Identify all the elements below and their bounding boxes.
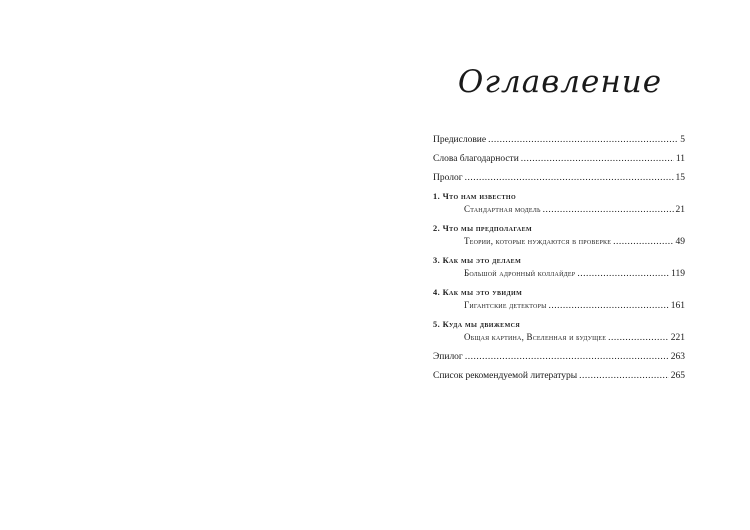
dot-leader xyxy=(521,153,674,165)
toc-subentry-1[interactable] xyxy=(433,203,685,216)
toc-entry-reading-list[interactable] xyxy=(433,370,685,382)
page-title: Оглавление xyxy=(457,64,663,100)
toc-entry-label: Стандартная модель xyxy=(464,204,541,214)
toc-subentry-4[interactable] xyxy=(433,299,685,312)
chapter-heading-2[interactable]: 2. Что мы предполагаем xyxy=(433,224,533,233)
toc-page-number: 15 xyxy=(675,173,685,183)
toc-entry-epilogue[interactable] xyxy=(433,351,685,363)
table-of-contents xyxy=(433,134,685,382)
dot-leader xyxy=(577,268,669,280)
dot-leader xyxy=(465,351,669,363)
dot-leader xyxy=(608,332,669,344)
toc-entry-label: Гигантские детекторы xyxy=(464,300,547,310)
toc-page-number: 263 xyxy=(670,352,685,362)
toc-page-number: 221 xyxy=(670,333,685,343)
toc-page-number: 5 xyxy=(680,135,685,145)
chapter-heading-5[interactable]: 5. Куда мы движемся xyxy=(433,320,521,329)
toc-entry-label: Список рекомендуемой литературы xyxy=(433,371,578,381)
toc-entry-preface[interactable] xyxy=(433,134,685,146)
toc-subentry-2[interactable] xyxy=(433,235,685,248)
dot-leader xyxy=(549,300,669,312)
dot-leader xyxy=(579,370,669,382)
dot-leader xyxy=(465,172,674,184)
toc-entry-label: Пролог xyxy=(433,173,463,183)
toc-page-number: 21 xyxy=(675,205,685,215)
toc-entry-label: Слова благодарности xyxy=(433,154,519,164)
dot-leader xyxy=(613,236,673,248)
toc-entry-thanks[interactable] xyxy=(433,153,685,165)
toc-page-number: 265 xyxy=(670,371,685,381)
toc-subentry-3[interactable] xyxy=(433,267,685,280)
toc-entry-label: Общая картина, Вселенная и будущее xyxy=(464,332,607,342)
toc-entry-prologue[interactable] xyxy=(433,172,685,184)
chapter-heading-3[interactable]: 3. Как мы это делаем xyxy=(433,256,522,265)
toc-page-number: 49 xyxy=(675,237,685,247)
dot-leader xyxy=(488,134,678,146)
toc-page-number: 161 xyxy=(670,301,685,311)
toc-entry-label: Эпилог xyxy=(433,352,463,362)
toc-subentry-5[interactable] xyxy=(433,331,685,344)
toc-entry-label: Большой адронный коллайдер xyxy=(464,268,576,278)
chapter-heading-1[interactable]: 1. Что нам известно xyxy=(433,192,517,201)
dot-leader xyxy=(543,204,674,216)
toc-entry-label: Предисловие xyxy=(433,135,487,145)
chapter-heading-4[interactable]: 4. Как мы это увидим xyxy=(433,288,523,297)
toc-page-number: 11 xyxy=(675,154,685,164)
toc-entry-label: Теории, которые нуждаются в проверке xyxy=(464,236,612,246)
toc-page-number: 119 xyxy=(671,269,685,279)
